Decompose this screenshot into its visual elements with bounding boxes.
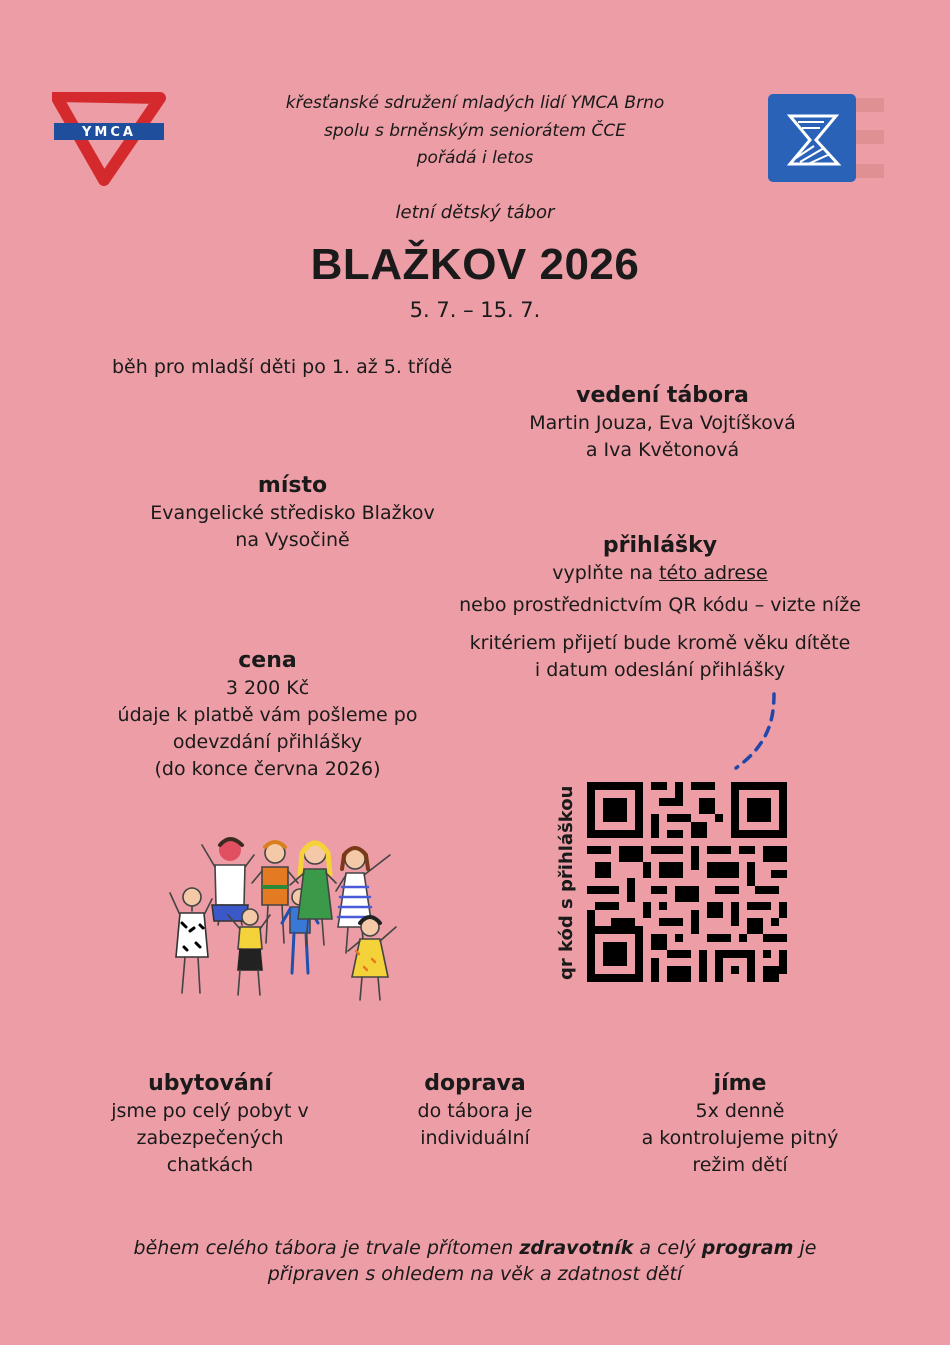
subtitle: letní dětský tábor — [395, 202, 555, 223]
leaders-section — [470, 382, 855, 464]
food-heading: jíme — [713, 1071, 767, 1096]
application-prefix: vyplňte na — [552, 562, 660, 584]
accommodation-line: jsme po celý pobyt v — [111, 1100, 309, 1122]
leaders-line: Martin Jouza, Eva Vojtíšková — [529, 412, 796, 434]
transport-heading: doprava — [424, 1071, 526, 1096]
page-title: BLAŽKOV 2026 — [310, 240, 640, 289]
ymca-logo-text: YMCA — [82, 125, 136, 140]
accommodation-heading: ubytování — [148, 1071, 272, 1096]
price-line: (do konce června 2026) — [154, 758, 381, 780]
application-heading: přihlášky — [602, 533, 718, 558]
footer-bold: zdravotník — [519, 1237, 634, 1259]
intro-line: spolu s brněnským seniorátem ČCE — [324, 120, 626, 141]
accommodation-section — [90, 1070, 330, 1179]
place-heading: místo — [257, 473, 328, 498]
place-line: Evangelické středisko Blažkov — [150, 502, 435, 524]
application-section — [440, 532, 880, 684]
food-line: 5x denně — [695, 1100, 785, 1122]
footer-bold: program — [701, 1237, 794, 1259]
intro-line: křesťanské sdružení mladých lidí YMCA Brno — [285, 93, 665, 113]
run-description: běh pro mladší děti po 1. až 5. třídě — [112, 356, 453, 378]
qr-code[interactable] — [587, 782, 787, 982]
application-line: nebo prostřednictvím QR kódu – vizte níže — [459, 594, 861, 616]
qr-label-text: qr kód s přihláškou — [556, 785, 577, 980]
price-amount: 3 200 Kč — [225, 677, 310, 699]
food-line: režim dětí — [692, 1154, 788, 1176]
footer-note — [100, 1235, 850, 1287]
place-section — [120, 472, 465, 554]
intro-text — [200, 90, 750, 173]
transport-line: individuální — [420, 1127, 530, 1149]
footer-text: a celý — [633, 1237, 702, 1259]
application-line: i datum odeslání přihlášky — [534, 659, 786, 681]
transport-line: do tábora je — [417, 1100, 533, 1122]
qr-label — [548, 785, 588, 980]
ymca-logo — [52, 92, 166, 186]
accommodation-line: zabezpečených — [136, 1127, 284, 1149]
place-line: na Vysočině — [235, 529, 350, 551]
footer-line: připraven s ohledem na věk a zdatnost dětí — [267, 1263, 683, 1285]
price-line: údaje k platbě vám pošleme po — [117, 704, 418, 726]
application-line — [440, 560, 880, 587]
leaders-line: a Iva Květonová — [585, 439, 740, 461]
children-illustration — [160, 835, 410, 1010]
transport-section — [390, 1070, 560, 1152]
chalice-logo — [768, 92, 888, 188]
price-section — [90, 647, 445, 783]
dashed-arrow-icon — [728, 690, 788, 775]
price-line: odevzdání přihlášky — [172, 731, 363, 753]
leaders-heading: vedení tábora — [576, 383, 749, 408]
application-line: kritériem přijetí bude kromě věku dítěte — [469, 632, 851, 654]
accommodation-line: chatkách — [166, 1154, 254, 1176]
food-line: a kontrolujeme pitný — [641, 1127, 839, 1149]
footer-line — [100, 1235, 850, 1261]
price-heading: cena — [238, 648, 297, 673]
footer-text: je — [793, 1237, 817, 1259]
food-section — [610, 1070, 870, 1179]
intro-line: pořádá i letos — [416, 148, 534, 168]
footer-text: během celého tábora je trvale přítomen — [133, 1237, 520, 1259]
application-link[interactable]: této adrese — [659, 562, 768, 584]
camp-dates: 5. 7. – 15. 7. — [409, 298, 541, 322]
